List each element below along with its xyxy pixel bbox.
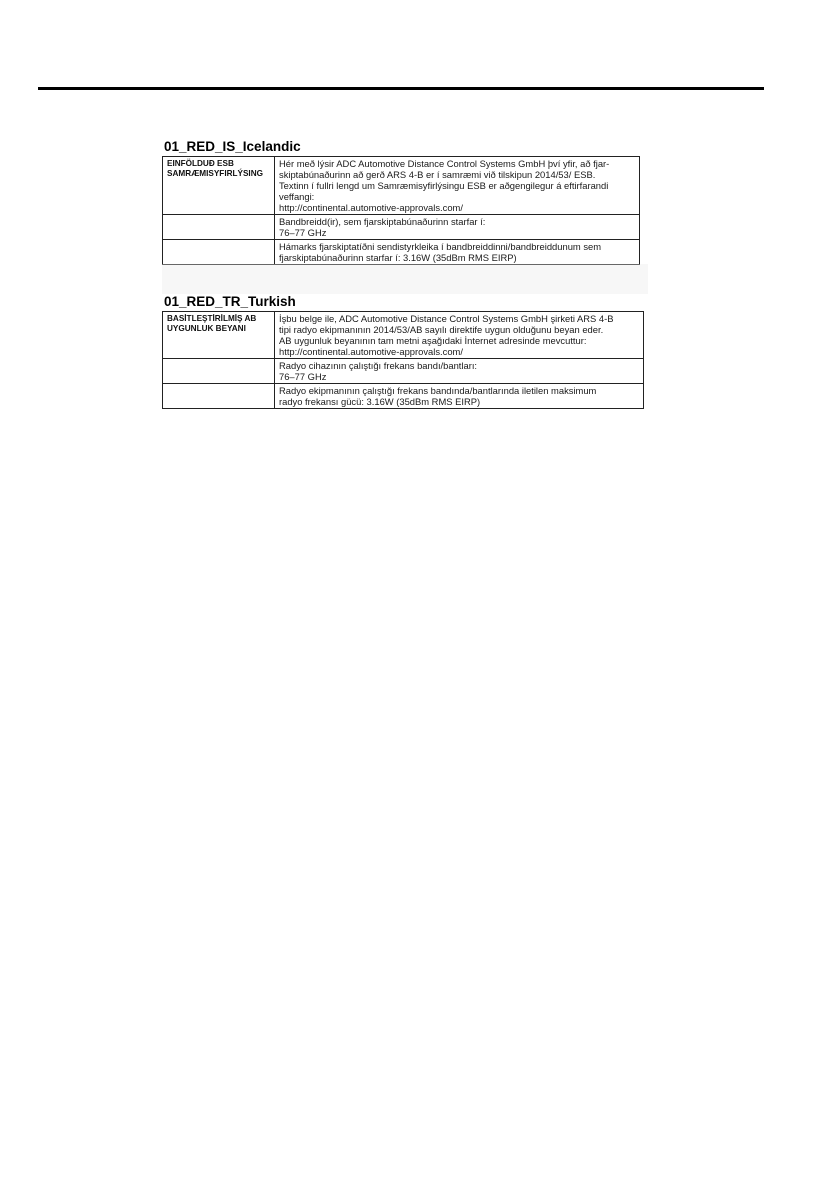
declaration-table bbox=[162, 311, 644, 409]
text-line: radyo frekansı gücü: 3.16W (35dBm RMS EIRP) bbox=[279, 396, 481, 407]
declaration-heading bbox=[163, 157, 275, 215]
header-rule bbox=[38, 87, 764, 90]
heading-line: BASİTLEŞTİRİLMİŞ AB bbox=[167, 314, 257, 323]
section-icelandic bbox=[162, 139, 640, 265]
table-row bbox=[163, 240, 640, 265]
frequency-value: 76–77 GHz bbox=[279, 371, 327, 382]
text-line: Radyo cihazının çalıştığı frekans bandı/bantları: bbox=[279, 360, 478, 371]
table-row bbox=[163, 157, 640, 215]
text-line: AB uygunluk beyanının tam metni aşağıdaki İnternet adresinde mevcuttur: bbox=[279, 335, 587, 346]
heading-line: SAMRÆMISYFIRLÝSING bbox=[167, 169, 263, 178]
empty-cell bbox=[163, 384, 275, 409]
declaration-heading bbox=[163, 312, 275, 359]
text-line: Textinn í fullri lengd um Samræmisyfirlýsingu ESB er aðgengilegur á eftirfarandi bbox=[279, 180, 609, 191]
text-line: Radyo ekipmanının çalıştığı frekans bandında/bantlarında iletilen maksimum bbox=[279, 385, 597, 396]
table-row bbox=[163, 312, 644, 359]
max-power-text bbox=[275, 384, 644, 409]
table-row bbox=[163, 215, 640, 240]
empty-cell bbox=[163, 240, 275, 265]
text-line: fjarskiptabúnaðurinn starfar í: 3.16W (35dBm RMS EIRP) bbox=[279, 252, 517, 263]
declaration-table bbox=[162, 156, 640, 265]
empty-cell bbox=[163, 215, 275, 240]
table-row bbox=[163, 359, 644, 384]
heading-line: EINFÖLDUÐ ESB bbox=[167, 159, 234, 168]
max-power-text bbox=[275, 240, 640, 265]
frequency-band-text bbox=[275, 359, 644, 384]
text-line: tipi radyo ekipmanının 2014/53/AB sayılı direktife uygun olduğunu beyan eder. bbox=[279, 324, 604, 335]
frequency-band-text bbox=[275, 215, 640, 240]
heading-line: UYGUNLUK BEYANI bbox=[167, 324, 246, 333]
text-line: veffangi: bbox=[279, 191, 315, 202]
text-line: Bandbreidd(ir), sem fjarskiptabúnaðurinn starfar í: bbox=[279, 216, 486, 227]
section-title: 01_RED_TR_Turkish bbox=[164, 294, 296, 309]
scan-shade bbox=[162, 264, 648, 294]
text-line: Hér með lýsir ADC Automotive Distance Control Systems GmbH því yfir, að fjar- bbox=[279, 158, 610, 169]
frequency-value: 76–77 GHz bbox=[279, 227, 327, 238]
declaration-url: http://continental.automotive-approvals.com/ bbox=[279, 202, 463, 213]
declaration-url: http://continental.automotive-approvals.com/ bbox=[279, 346, 463, 357]
declaration-text bbox=[275, 312, 644, 359]
section-title: 01_RED_IS_Icelandic bbox=[164, 139, 301, 154]
text-line: Hámarks fjarskiptatíðni sendistyrkleika í bandbreiddinni/bandbreiddunum sem bbox=[279, 241, 602, 252]
empty-cell bbox=[163, 359, 275, 384]
text-line: skiptabúnaðurinn að gerð ARS 4-B er í samræmi við tilskipun 2014/53/ ESB. bbox=[279, 169, 596, 180]
text-line: İşbu belge ile, ADC Automotive Distance Control Systems GmbH şirketi ARS 4-B bbox=[279, 313, 614, 324]
declaration-text bbox=[275, 157, 640, 215]
table-row bbox=[163, 384, 644, 409]
section-turkish bbox=[162, 294, 644, 409]
